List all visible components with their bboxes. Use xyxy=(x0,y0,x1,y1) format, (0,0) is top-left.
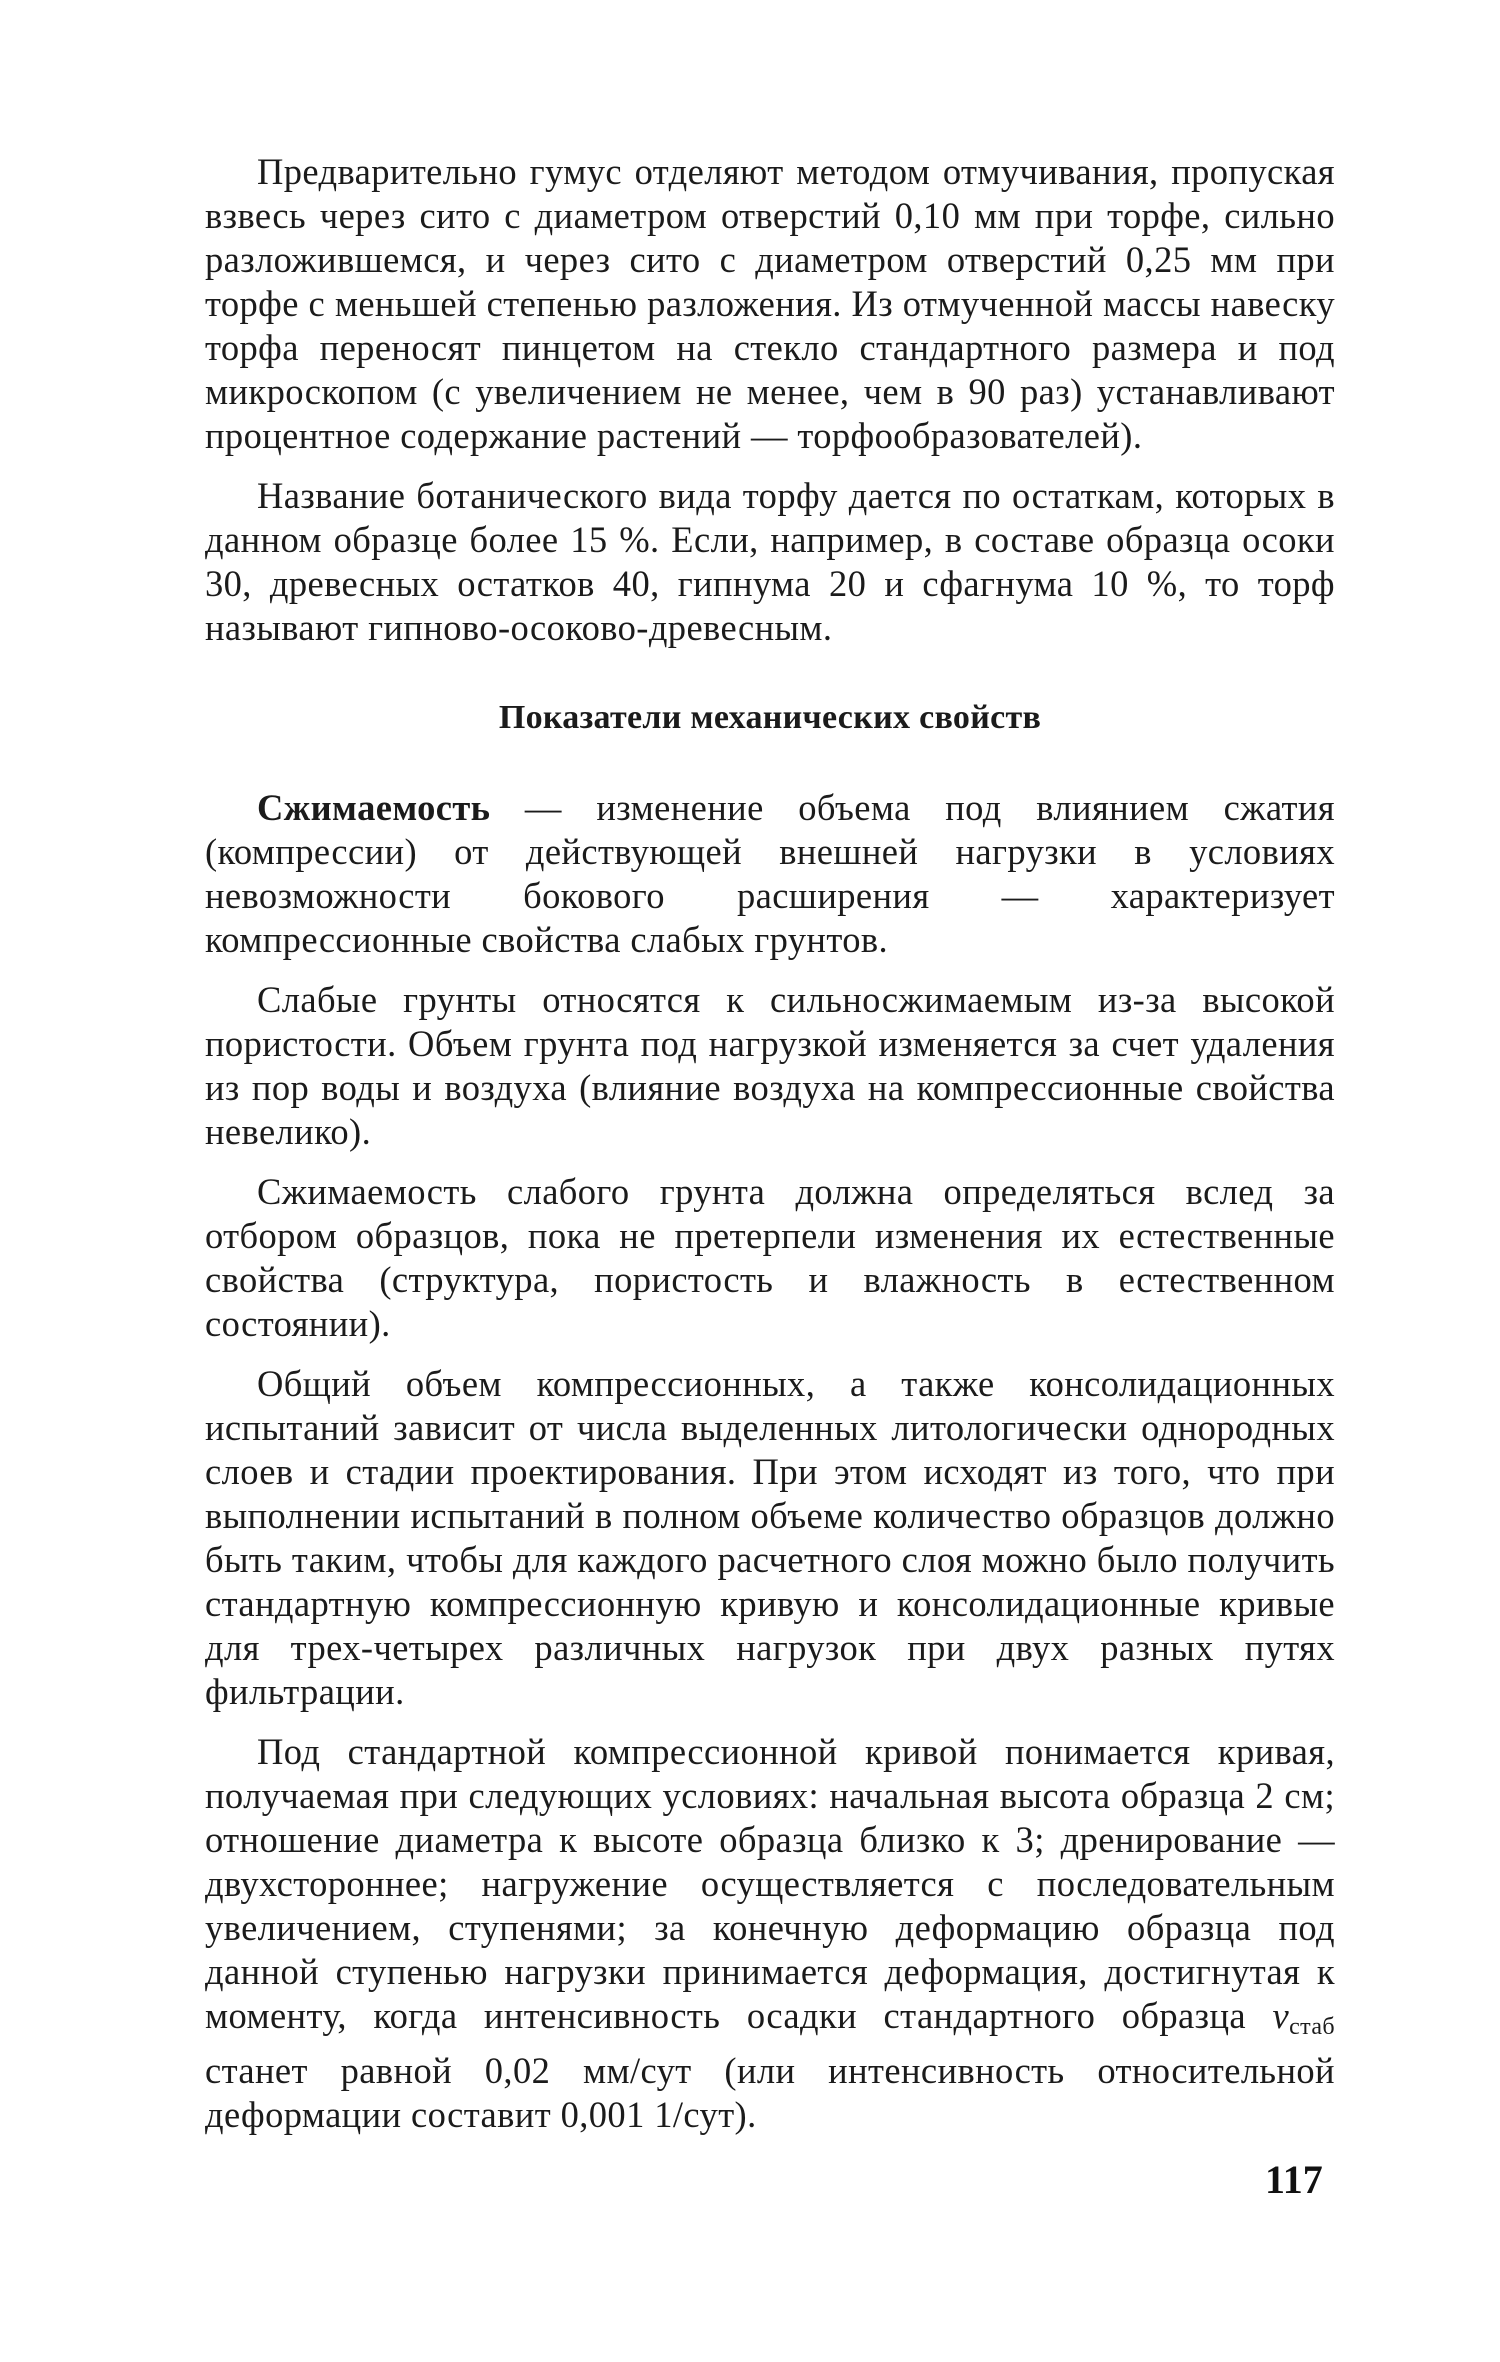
paragraph-compressibility-sampling: Сжимаемость слабого грунта должна определяться вслед за отбором образцов, пока не претерпели изменения их естественные свойства (структура, пористость и влажность в естественном состоянии). xyxy=(205,1171,1335,1344)
compressibility-definition-text: — изменение объема под влиянием сжатия (компрессии) от действующей внешней нагрузки в условиях невозможности бокового расширения — характеризует компрессионные свойства слабых грунтов. xyxy=(205,787,1335,960)
paragraph-standard-curve xyxy=(205,1730,1335,2137)
velocity-subscript: стаб xyxy=(1289,2014,1335,2040)
standard-curve-text-before: Под стандартной компрессионной кривой понимается кривая, получаемая при следующих условиях: начальная высота образца 2 см; отношение диаметра к высоте образца близко к 3; дренирование — двухстороннее; нагружение осуществляется с последовательным увеличением, ступенями; за конечную деформацию образца под данной ступенью нагрузки принимается деформация, достигнутая к моменту, когда интенсивность осадки стандартного образца xyxy=(205,1731,1335,2036)
paragraph-weak-soils: Слабые грунты относятся к сильносжимаемым из-за высокой пористости. Объем грунта под нагрузкой изменяется за счет удаления из пор воды и воздуха (влияние воздуха на компрессионные свойства невелико). xyxy=(205,979,1335,1152)
page-body xyxy=(205,150,1335,2153)
paragraph-peat-humus-separation: Предварительно гумус отделяют методом отмучивания, пропуская взвесь через сито с диаметром отверстий 0,10 мм при торфе, сильно разложившемся, и через сито с диаметром отверстий 0,25 мм при торфе с меньшей степенью разложения. Из отмученной массы навеску торфа переносят пинцетом на стекло стандартного размера и под микроскопом (с увеличением не менее, чем в 90 раз) устанавливают процентное содержание растений — торфообразователей). xyxy=(205,151,1335,456)
page-number: 117 xyxy=(1265,2157,1323,2202)
velocity-symbol: v xyxy=(1272,1995,1290,2036)
paragraph-peat-botanical-name: Название ботанического вида торфу дается по остаткам, которых в данном образце более 15 %. Если, например, в составе образца осоки 30, древесных остатков 40, гипнума 20 и сфагнума 10 %, то торф называют гипново-осоково-древесным. xyxy=(205,475,1335,648)
standard-curve-text-after: станет равной 0,02 мм/сут (или интенсивность относительной деформации составит 0,001 1/сут). xyxy=(205,2050,1335,2135)
paragraph-test-volume: Общий объем компрессионных, а также консолидационных испытаний зависит от числа выделенных литологически однородных слоев и стадии проектирования. При этом исходят из того, что при выполнении испытаний в полном объеме количество образцов должно быть таким, чтобы для каждого расчетного слоя можно было получить стандартную компрессионную кривую и консолидационные кривые для трех-четырех различных нагрузок при двух разных путях фильтрации. xyxy=(205,1363,1335,1712)
paragraph-compressibility-definition xyxy=(205,786,1335,962)
term-compressibility: Сжимаемость xyxy=(257,787,491,828)
section-heading: Показатели механических свойств xyxy=(498,699,1042,736)
